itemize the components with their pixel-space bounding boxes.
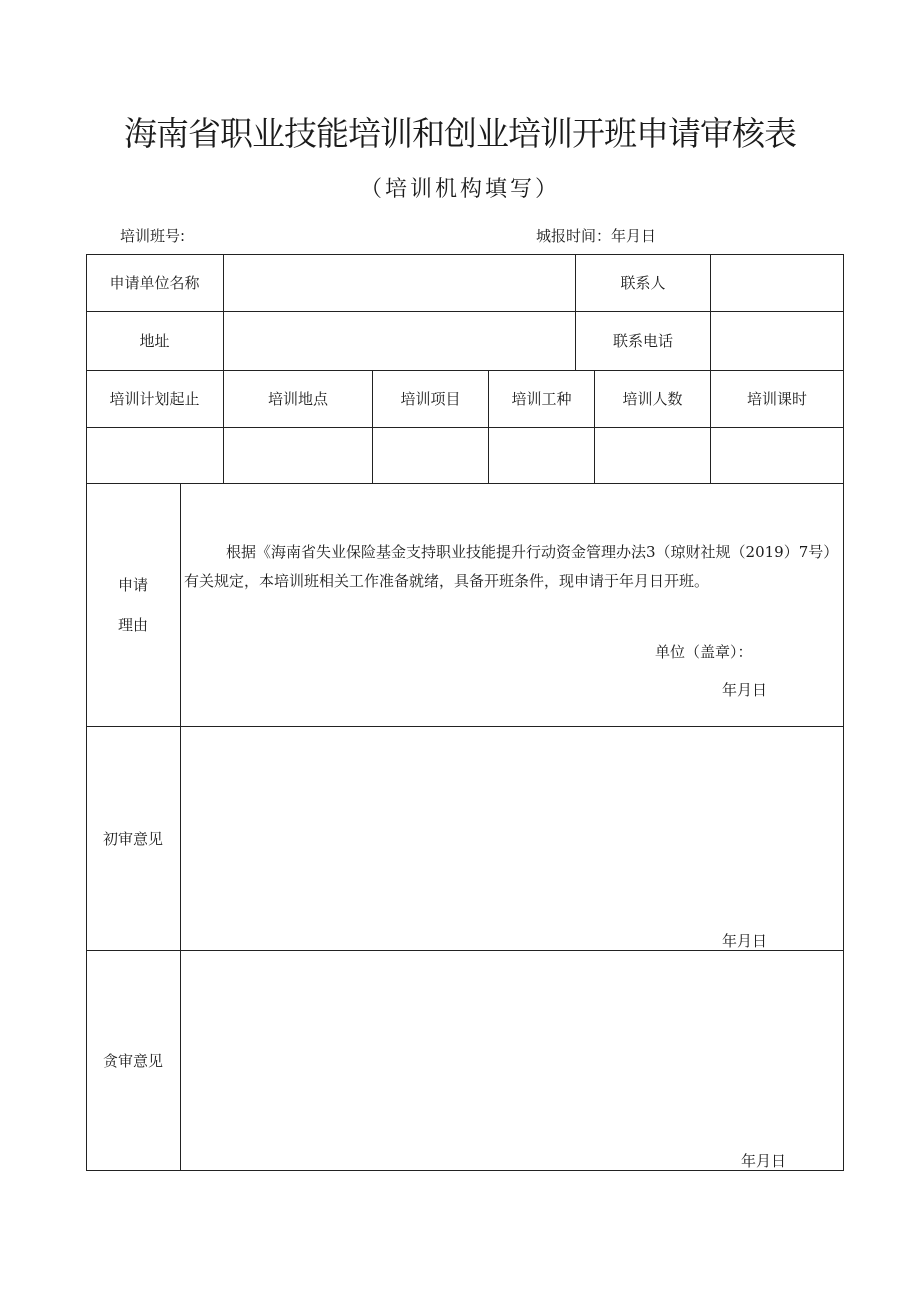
plan-location-header: 培训地点 (267, 390, 328, 408)
contact-person-label: 联系人 (620, 274, 666, 292)
address-field[interactable] (224, 311, 575, 370)
plan-project-header: 培训项目 (400, 390, 461, 408)
form-title: 海南省职业技能培训和创业培训开班申请审核表 (124, 114, 796, 153)
reason-label-line2: 理由 (117, 616, 148, 634)
responsible-review-date: 年月日 (741, 1152, 787, 1170)
initial-review-field[interactable] (181, 727, 843, 950)
plan-hours-field[interactable] (711, 428, 843, 483)
responsible-review-label: 贪审意见 (102, 1052, 163, 1070)
class-number-label: 培训班号: (120, 227, 186, 245)
contact-phone-field[interactable] (711, 311, 843, 370)
plan-period-field[interactable] (87, 428, 223, 483)
table-rule (86, 1170, 844, 1171)
plan-hours-header: 培训课时 (746, 390, 807, 408)
form-subtitle: （培训机构填写） (359, 177, 560, 202)
applicant-name-label: 申请单位名称 (109, 274, 200, 292)
plan-headcount-header: 培训人数 (622, 390, 683, 408)
initial-review-date: 年月日 (722, 932, 768, 950)
applicant-name-field[interactable] (224, 254, 575, 311)
seal-label: 单位（盖章）： (655, 643, 753, 661)
table-rule (843, 254, 844, 1171)
reason-label-line1: 申请 (117, 576, 148, 594)
plan-project-field[interactable] (373, 428, 488, 483)
initial-review-label: 初审意见 (102, 830, 163, 848)
reason-text: 根据《海南省失业保险基金支持职业技能提升行动资金管理办法3（琼财社规（2019）7号）有关规定，本培训班相关工作准备就绪，具备开班条件，现申请于年月日开班。 (184, 543, 839, 590)
responsible-review-field[interactable] (181, 951, 843, 1170)
plan-trade-header: 培训工种 (511, 390, 572, 408)
reason-label (86, 484, 180, 726)
address-label: 地址 (139, 332, 170, 350)
report-time-label: 城报时间：年月日 (536, 227, 657, 245)
contact-phone-label: 联系电话 (612, 332, 673, 350)
plan-trade-field[interactable] (489, 428, 594, 483)
plan-period-header: 培训计划起止 (109, 390, 200, 408)
plan-headcount-field[interactable] (595, 428, 710, 483)
contact-person-field[interactable] (711, 254, 843, 311)
table-rule (86, 483, 844, 484)
plan-location-field[interactable] (224, 428, 372, 483)
reason-date: 年月日 (722, 681, 768, 699)
